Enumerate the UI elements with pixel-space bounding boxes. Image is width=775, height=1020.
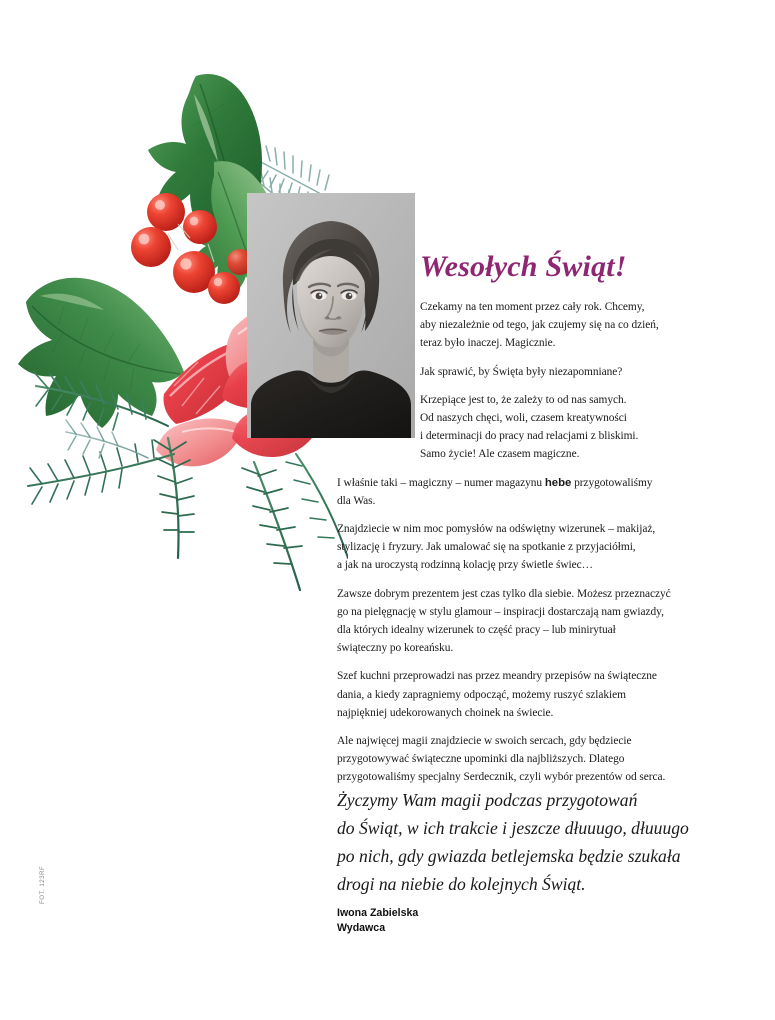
editorial-paragraph: [337, 732, 709, 787]
paragraph-line: I właśnie taki – magiczny – numer magazynu: [337, 476, 545, 489]
paragraph-line: dania, a kiedy zapragniemy odpocząć, możemy ruszyć szlakiem: [337, 688, 626, 701]
paragraph-line: najpiękniej udekorowanych choinek na świecie.: [337, 706, 554, 719]
paragraph-line: przygotowywać świąteczne upominki dla najbliższych. Dlatego: [337, 753, 625, 766]
photo-credit: FOT. 123RF: [39, 865, 46, 904]
signature-block: [337, 906, 418, 936]
editorial-paragraph: [420, 391, 709, 464]
editorial-text-column: [337, 250, 709, 797]
paragraph-line: aby niezależnie od tego, jak czujemy się na co dzień,: [420, 319, 659, 332]
paragraph-line: Ale najwięcej magii znajdziecie w swoich sercach, gdy będziecie: [337, 735, 632, 748]
paragraph-line: Szef kuchni przeprowadzi nas przez meandry przepisów na świąteczne: [337, 670, 657, 683]
editorial-paragraph: [337, 520, 709, 575]
paragraph-line: Czekamy na ten moment przez cały rok. Chcemy,: [420, 301, 645, 313]
paragraph-line: Samo życie! Ale czasem magiczne.: [420, 448, 580, 461]
paragraph-line: i determinacji do pracy nad relacjami z bliskimi.: [420, 430, 639, 443]
closing-wish-block: [337, 786, 717, 898]
closing-wish-line: drogi na niebie do kolejnych Świąt.: [337, 874, 586, 894]
editorial-paragraph: [420, 363, 709, 381]
holly-leaf-left: [18, 278, 184, 428]
paragraph-line: Od naszych chęci, woli, czasem kreatywności: [420, 412, 627, 425]
signature-role: Wydawca: [337, 922, 386, 934]
closing-wish-line: po nich, gdy gwiazda betlejemska będzie szukała: [337, 846, 681, 866]
paragraph-line: a jak na uroczystą rodzinną kolację przy świetle świec…: [337, 559, 593, 572]
paragraph-line: świąteczny po koreańsku.: [337, 642, 454, 655]
editorial-paragraph: [337, 585, 709, 658]
paragraph-line: teraz było inaczej. Magicznie.: [420, 337, 556, 350]
editorial-paragraph-brand: [337, 474, 709, 510]
paragraph-line: przygotowaliśmy specjalny Serdecznik, czyli wybór prezentów od serca.: [337, 771, 666, 784]
paragraph-line: przygotowaliśmy: [571, 476, 653, 489]
editorial-paragraph: [337, 667, 709, 722]
paragraph-line: Krzepiące jest to, że zależy to od nas samych.: [420, 393, 627, 406]
editorial-paragraph: [420, 298, 709, 353]
paragraph-line: Jak sprawić, by Święta były niezapomniane?: [420, 365, 623, 378]
paragraph-line: stylizację i fryzury. Jak umalować się na spotkanie z przyjaciółmi,: [337, 541, 636, 554]
page-headline: Wesołych Świąt!: [420, 250, 627, 283]
paragraph-line: go na pielęgnację w stylu glamour – inspiracji dostarczają nam gwiazdy,: [337, 605, 664, 618]
hebe-brand-name: hebe: [544, 476, 572, 489]
paragraph-line: dla których idealny wizerunek to część pracy – lub minirytuał: [337, 624, 616, 637]
paragraph-line: dla Was.: [337, 494, 376, 507]
paragraph-line: Zawsze dobrym prezentem jest czas tylko dla siebie. Możesz przeznaczyć: [337, 587, 671, 600]
closing-wish-line: Życzymy Wam magii podczas przygotowań: [337, 790, 638, 810]
closing-wish-line: do Świąt, w ich trakcie i jeszcze dłuuugo, dłuuugo: [337, 818, 689, 838]
signature-name: Iwona Zabielska: [337, 907, 419, 919]
paragraph-line: Znajdziecie w nim moc pomysłów na odświętny wizerunek – makijaż,: [337, 523, 656, 536]
